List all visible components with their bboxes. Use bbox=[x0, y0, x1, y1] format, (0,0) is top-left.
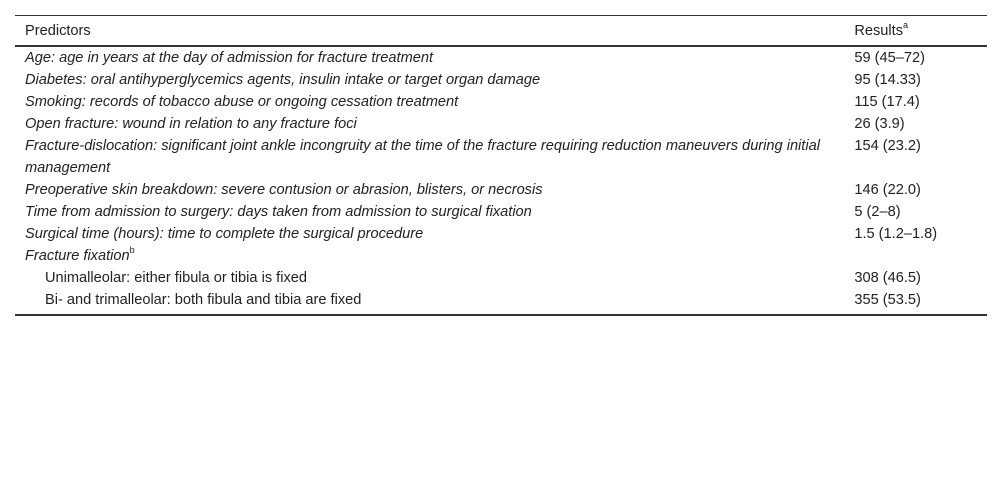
predictor-label: Open fracture: wound in relation to any fracture foci bbox=[25, 116, 357, 132]
result-value: 308 (46.5) bbox=[854, 270, 921, 286]
result-value: 154 (23.2) bbox=[854, 138, 921, 154]
table-row bbox=[15, 69, 987, 91]
predictor-label: Preoperative skin breakdown: severe contusion or abrasion, blisters, or necrosis bbox=[25, 182, 543, 198]
sub-predictor-label: Unimalleolar: either fibula or tibia is fixed bbox=[45, 270, 307, 286]
predictor-label: Fracture-dislocation: significant joint ankle incongruity at the time of the fracture requiring reduction maneuvers during initial management bbox=[25, 138, 820, 176]
footnote-marker-a: a bbox=[903, 20, 909, 31]
result-value: 59 (45–72) bbox=[854, 50, 925, 66]
predictor-label: Age: age in years at the day of admission for fracture treatment bbox=[25, 50, 434, 66]
table-row bbox=[15, 179, 987, 201]
table-header-row bbox=[15, 16, 987, 47]
result-value: 95 (14.33) bbox=[854, 72, 921, 88]
sub-predictor-label: Bi- and trimalleolar: both fibula and tibia are fixed bbox=[15, 289, 844, 315]
result-value: 1.5 (1.2–1.8) bbox=[854, 226, 938, 242]
predictor-label: Surgical time (hours): time to complete the surgical procedure bbox=[25, 226, 424, 242]
header-predictors: Predictors bbox=[15, 16, 844, 47]
fracture-fixation-group-row bbox=[15, 245, 987, 267]
fracture-fixation-label: Fracture fixation bbox=[25, 248, 130, 264]
table-row bbox=[15, 223, 987, 245]
predictor-label: Smoking: records of tobacco abuse or ongoing cessation treatment bbox=[25, 94, 459, 110]
predictors-table-container bbox=[15, 15, 987, 316]
table-row bbox=[15, 135, 987, 179]
header-results: Results$^a$ bbox=[844, 16, 987, 47]
predictors-table bbox=[15, 15, 987, 316]
result-value: 5 (2–8) bbox=[854, 204, 901, 220]
footnote-marker-b: b bbox=[129, 245, 135, 256]
table-row bbox=[15, 46, 987, 69]
result-value: 355 (53.5) bbox=[844, 289, 987, 315]
result-value: 146 (22.0) bbox=[854, 182, 921, 198]
result-value: 115 (17.4) bbox=[854, 94, 920, 110]
table-row-sub bbox=[15, 289, 987, 315]
predictor-label: Diabetes: oral antihyperglycemics agents, insulin intake or target organ damage bbox=[25, 72, 541, 88]
table-row-sub bbox=[15, 267, 987, 289]
table-row bbox=[15, 91, 987, 113]
result-value: 26 (3.9) bbox=[854, 116, 905, 132]
predictor-label: Time from admission to surgery: days taken from admission to surgical fixation bbox=[25, 204, 532, 220]
table-row bbox=[15, 113, 987, 135]
table-row bbox=[15, 201, 987, 223]
